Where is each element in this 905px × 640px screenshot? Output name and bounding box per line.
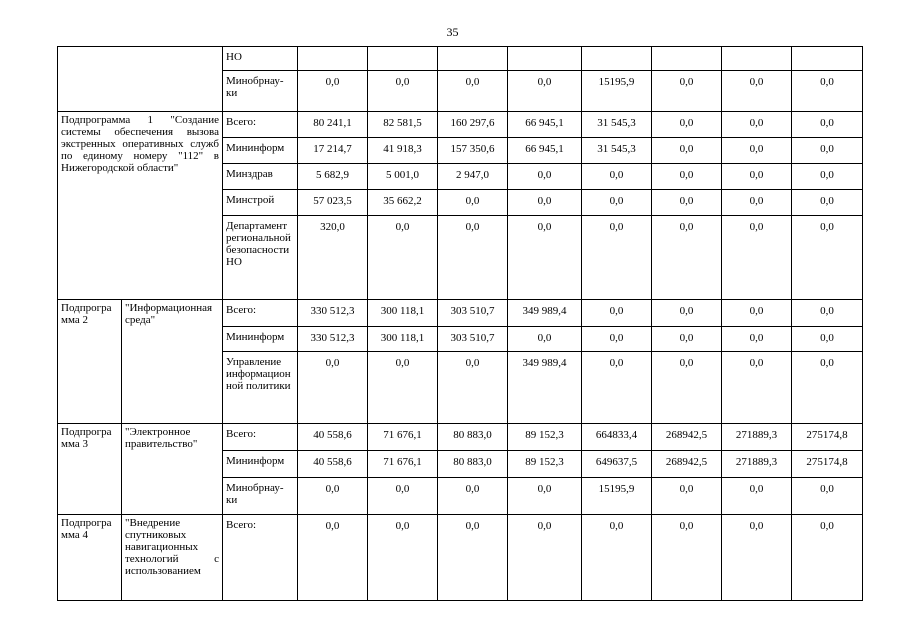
value-cell: 303 510,7 (438, 327, 508, 352)
value-cell: 0,0 (652, 112, 722, 138)
value-cell: 0,0 (652, 138, 722, 164)
value-cell: 330 512,3 (298, 327, 368, 352)
value-cell: 0,0 (438, 352, 508, 424)
value-cell: 0,0 (792, 327, 863, 352)
value-cell: 0,0 (652, 478, 722, 515)
value-cell: 0,0 (652, 352, 722, 424)
value-cell: 330 512,3 (298, 300, 368, 327)
subprogram-name: "Информационная среда" (122, 300, 223, 424)
value-cell: 0,0 (652, 71, 722, 112)
value-cell: 0,0 (438, 190, 508, 216)
source-cell: Минобрнау- ки (223, 71, 298, 112)
value-cell: 31 545,3 (582, 138, 652, 164)
value-cell: 0,0 (508, 515, 582, 601)
value-cell: 0,0 (508, 164, 582, 190)
value-cell: 268942,5 (652, 424, 722, 451)
value-cell: 17 214,7 (298, 138, 368, 164)
value-cell: 0,0 (792, 216, 863, 300)
value-cell: 0,0 (652, 515, 722, 601)
value-cell: 0,0 (792, 352, 863, 424)
value-cell: 66 945,1 (508, 112, 582, 138)
value-cell: 300 118,1 (368, 327, 438, 352)
value-cell (652, 47, 722, 71)
value-cell: 0,0 (722, 190, 792, 216)
value-cell: 0,0 (298, 71, 368, 112)
value-cell: 40 558,6 (298, 451, 368, 478)
program-cell (58, 47, 223, 112)
subprogram-label: Подпрограмма 2 (58, 300, 122, 424)
value-cell: 160 297,6 (438, 112, 508, 138)
value-cell: 0,0 (368, 71, 438, 112)
table-row (58, 300, 863, 327)
value-cell: 89 152,3 (508, 424, 582, 451)
value-cell: 275174,8 (792, 424, 863, 451)
value-cell: 157 350,6 (438, 138, 508, 164)
source-cell: Мининформ (223, 138, 298, 164)
value-cell: 0,0 (722, 515, 792, 601)
value-cell (722, 47, 792, 71)
value-cell (368, 47, 438, 71)
page-number: 35 (446, 25, 459, 39)
value-cell: 349 989,4 (508, 352, 582, 424)
value-cell: 80 883,0 (438, 451, 508, 478)
value-cell: 271889,3 (722, 451, 792, 478)
source-cell: Мининформ (223, 451, 298, 478)
value-cell: 0,0 (368, 352, 438, 424)
value-cell: 320,0 (298, 216, 368, 300)
value-cell: 2 947,0 (438, 164, 508, 190)
value-cell: 15195,9 (582, 478, 652, 515)
value-cell: 71 676,1 (368, 424, 438, 451)
value-cell: 0,0 (792, 300, 863, 327)
source-cell: Минстрой (223, 190, 298, 216)
value-cell: 303 510,7 (438, 300, 508, 327)
value-cell: 0,0 (582, 300, 652, 327)
source-cell: Департамент региональной безопасности НО (223, 216, 298, 300)
value-cell: 0,0 (368, 216, 438, 300)
value-cell: 0,0 (792, 164, 863, 190)
value-cell: 0,0 (792, 112, 863, 138)
value-cell: 0,0 (652, 327, 722, 352)
subprogram-label: Подпрограмма 3 (58, 424, 122, 515)
source-cell: Всего: (223, 515, 298, 601)
value-cell: 0,0 (792, 138, 863, 164)
value-cell: 0,0 (722, 216, 792, 300)
value-cell: 0,0 (722, 352, 792, 424)
value-cell: 649637,5 (582, 451, 652, 478)
source-cell: Всего: (223, 112, 298, 138)
value-cell: 15195,9 (582, 71, 652, 112)
value-cell: 0,0 (792, 71, 863, 112)
value-cell: 0,0 (722, 300, 792, 327)
value-cell: 0,0 (652, 190, 722, 216)
value-cell: 0,0 (438, 216, 508, 300)
value-cell: 40 558,6 (298, 424, 368, 451)
source-cell: Всего: (223, 424, 298, 451)
value-cell: 0,0 (652, 300, 722, 327)
value-cell: 0,0 (652, 216, 722, 300)
value-cell: 66 945,1 (508, 138, 582, 164)
value-cell: 35 662,2 (368, 190, 438, 216)
value-cell: 0,0 (722, 112, 792, 138)
value-cell: 0,0 (298, 352, 368, 424)
value-cell: 0,0 (652, 164, 722, 190)
value-cell: 664833,4 (582, 424, 652, 451)
subprogram-name: "Электронное правительство" (122, 424, 223, 515)
source-cell: Управление информационной политики (223, 352, 298, 424)
value-cell: 0,0 (368, 515, 438, 601)
value-cell: 0,0 (722, 138, 792, 164)
budget-table (57, 46, 863, 601)
value-cell: 5 001,0 (368, 164, 438, 190)
value-cell: 300 118,1 (368, 300, 438, 327)
value-cell: 0,0 (582, 352, 652, 424)
table-row (58, 424, 863, 451)
table-row (58, 515, 863, 601)
value-cell: 0,0 (508, 478, 582, 515)
value-cell: 0,0 (508, 327, 582, 352)
value-cell: 275174,8 (792, 451, 863, 478)
value-cell: 5 682,9 (298, 164, 368, 190)
subprogram-name: "Внедрение спутниковых навигационных технологий с использованием (122, 515, 223, 601)
value-cell: 80 241,1 (298, 112, 368, 138)
value-cell: 0,0 (508, 190, 582, 216)
source-cell: Мининформ (223, 327, 298, 352)
source-cell: Минздрав (223, 164, 298, 190)
value-cell: 0,0 (508, 216, 582, 300)
value-cell: 0,0 (582, 327, 652, 352)
value-cell: 0,0 (438, 478, 508, 515)
value-cell: 0,0 (722, 164, 792, 190)
value-cell (508, 47, 582, 71)
value-cell: 80 883,0 (438, 424, 508, 451)
value-cell: 0,0 (438, 71, 508, 112)
value-cell: 271889,3 (722, 424, 792, 451)
value-cell: 31 545,3 (582, 112, 652, 138)
value-cell: 82 581,5 (368, 112, 438, 138)
value-cell (582, 47, 652, 71)
value-cell: 0,0 (298, 515, 368, 601)
value-cell: 0,0 (582, 164, 652, 190)
table-row (58, 112, 863, 138)
value-cell: 0,0 (722, 71, 792, 112)
table-row (58, 47, 863, 71)
value-cell: 0,0 (792, 515, 863, 601)
value-cell: 268942,5 (652, 451, 722, 478)
value-cell: 71 676,1 (368, 451, 438, 478)
value-cell: 0,0 (368, 478, 438, 515)
source-cell: Минобрнау- ки (223, 478, 298, 515)
value-cell: 0,0 (792, 478, 863, 515)
value-cell: 41 918,3 (368, 138, 438, 164)
value-cell: 0,0 (722, 478, 792, 515)
value-cell: 89 152,3 (508, 451, 582, 478)
subprogram-label: Подпрограмма 4 (58, 515, 122, 601)
value-cell: 0,0 (582, 216, 652, 300)
source-cell: Всего: (223, 300, 298, 327)
value-cell: 0,0 (722, 327, 792, 352)
value-cell: 0,0 (582, 515, 652, 601)
value-cell: 0,0 (298, 478, 368, 515)
value-cell (792, 47, 863, 71)
value-cell: 349 989,4 (508, 300, 582, 327)
value-cell: 0,0 (582, 190, 652, 216)
value-cell: 57 023,5 (298, 190, 368, 216)
subprogram-label: Подпрограмма 1 "Создание системы обеспечения вызова экстренных оперативных служб по единому номеру "112" в Нижегородской области" (58, 112, 223, 300)
value-cell: 0,0 (438, 515, 508, 601)
value-cell (298, 47, 368, 71)
value-cell (438, 47, 508, 71)
value-cell: 0,0 (792, 190, 863, 216)
source-cell: НО (223, 47, 298, 71)
value-cell: 0,0 (508, 71, 582, 112)
